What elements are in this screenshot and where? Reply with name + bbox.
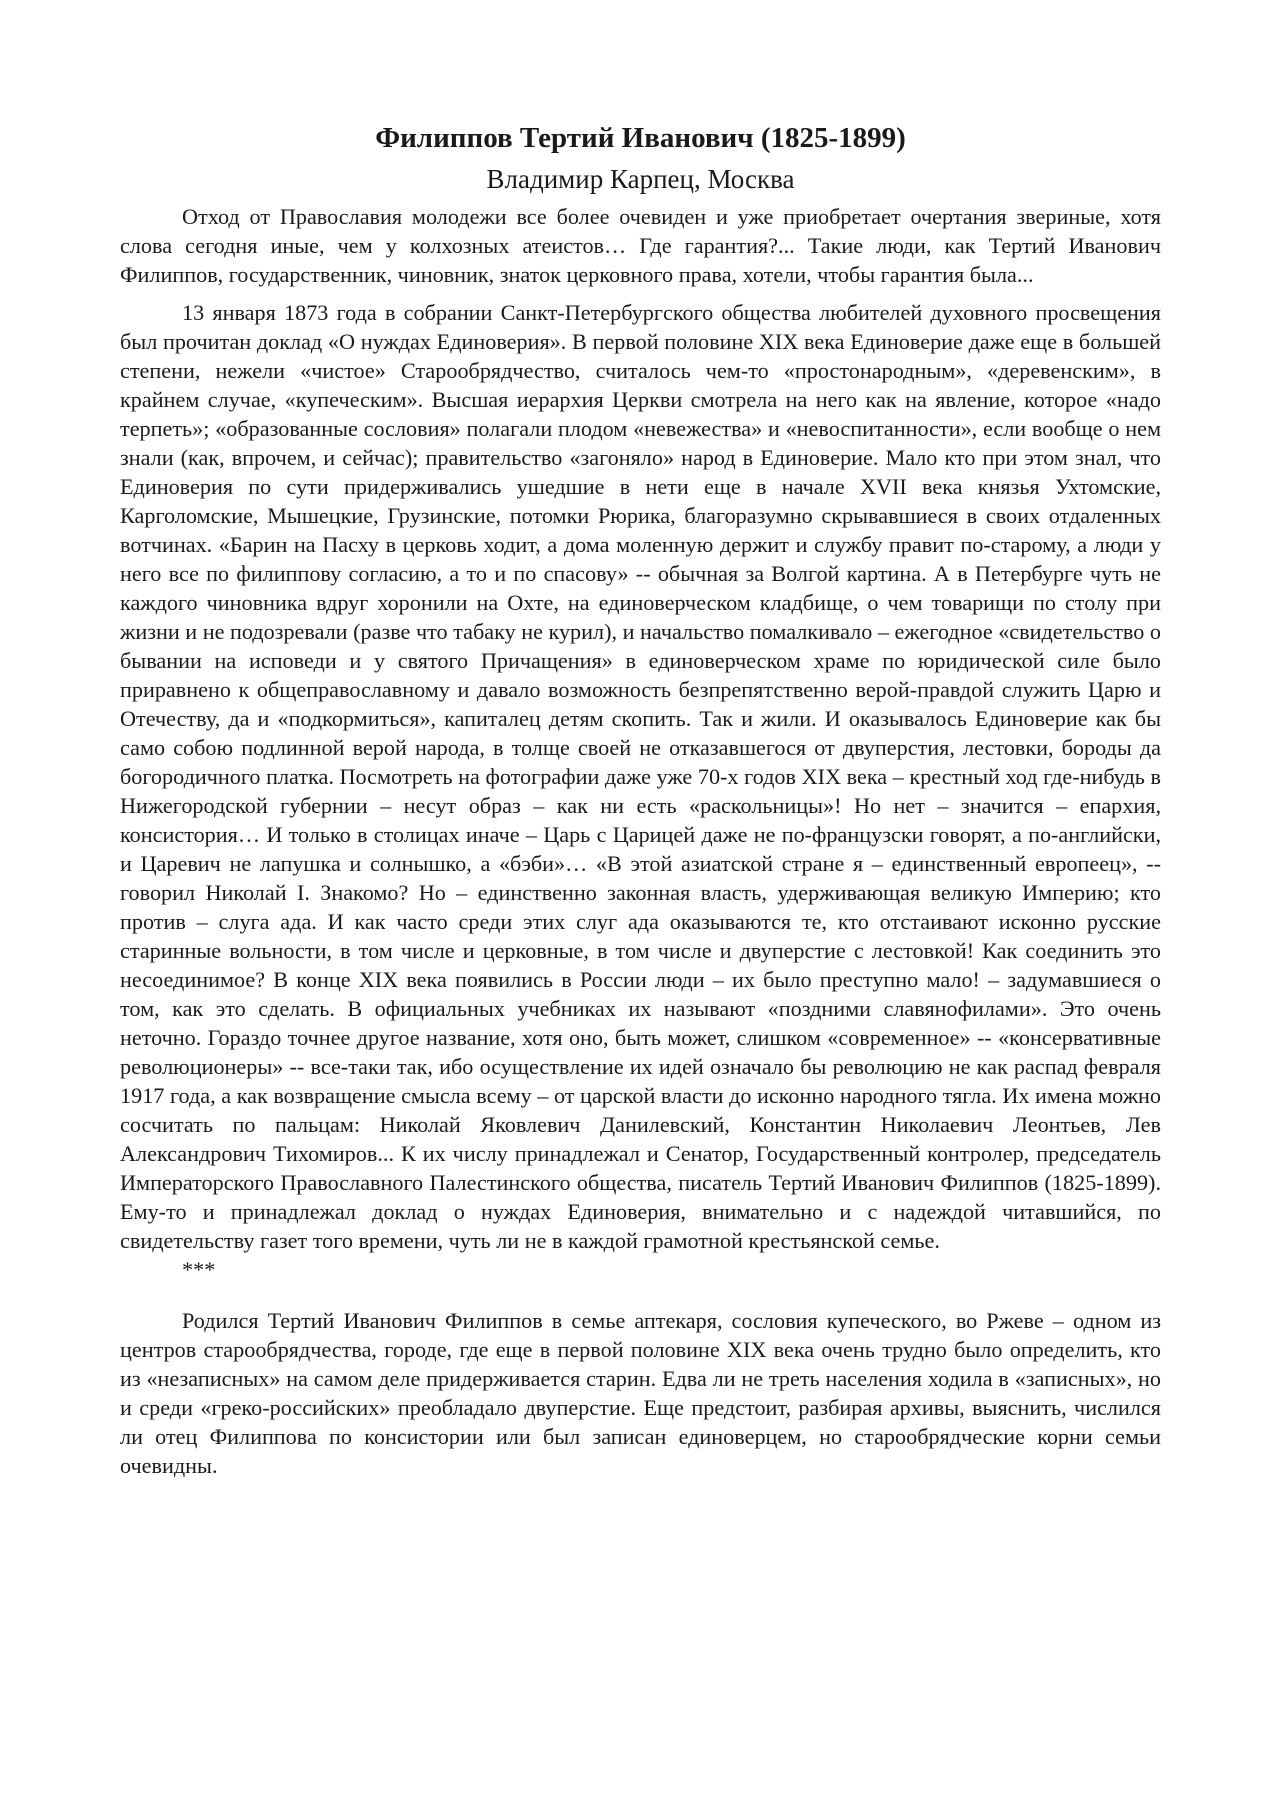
- document-page: [120, 120, 1161, 1480]
- section-separator: ***: [182, 1257, 216, 1282]
- author-line: Владимир Карпец, Москва: [486, 164, 795, 194]
- section-gap: [120, 1284, 1161, 1306]
- paragraph-main: 13 января 1873 года в собрании Санкт-Петербургского общества любителей духовного просвещения был прочитан доклад «О нуждах Единоверия». В первой половине XIX века Единоверие даже еще в большей степени, нежели «чистое» Старообрядчество, считалось чем-то «простонародным», «деревенским», в крайнем случае, «купеческим». Высшая иерархия Церкви смотрела на него как на явление, которое «надо терпеть»; «образованные сословия» полагали плодом «невежества» и «невоспитанности», если вообще о нем знали (как, впрочем, и сейчас); правительство «загоняло» народ в Единоверие. Мало кто при этом знал, что Единоверия по сути придерживались ушедшие в нети еще в начале XVII века князья Ухтомские, Карголомские, Мышецкие, Грузинские, потомки Рюрика, благоразумно скрывавшиеся в своих отдаленных вотчинах. «Барин на Пасху в церковь ходит, а дома моленную держит и службу правит по-старому, а люди у него все по филиппову согласию, а то и по спасову» -- обычная за Волгой картина. А в Петербурге чуть не каждого чиновника вдруг хоронили на Охте, на единоверческом кладбище, о чем товарищи по столу при жизни и не подозревали (разве что табаку не курил), и начальство помалкивало – ежегодное «свидетельство о бывании на исповеди и у святого Причащения» в единоверческом храме по юридической силе было приравнено к общеправославному и давало возможность безпрепятственно верой-правдой служить Царю и Отечеству, да и «подкормиться», капиталец детям скопить. Так и жили. И оказывалось Единоверие как бы само собою подлинной верой народа, в толще своей не отказавшегося от двуперстия, лестовки, бороды да богородичного платка. Посмотреть на фотографии даже уже 70-х годов XIX века – крестный ход где-нибудь в Нижегородской губернии – несут образ – как ни есть «раскольницы»! Но нет – значится – епархия, консистория… И только в столицах иначе – Царь с Царицей даже не по-французски говорят, а по-английски, и Царевич не лапушка и солнышко, а «бэби»… «В этой азиатской стране я – единственный европеец», -- говорил Николай I. Знакомо? Но – единственно законная власть, удерживающая великую Империю; кто против – слуга ада. И как часто среди этих слуг ада оказываются те, кто отстаивают исконно русские старинные вольности, в том числе и церковные, в том числе и двуперстие с лестовкой! Как соединить это несоединимое? В конце XIX века появились в России люди – их было преступно мало! – задумавшиеся о том, как это сделать. В официальных учебниках их называют «поздними славянофилами». Это очень неточно. Гораздо точнее другое название, хотя оно, быть может, слишком «современное» -- «консервативные революционеры» -- все-таки так, ибо осуществление их идей означало бы революцию не как распад февраля 1917 года, а как возвращение смысла всему – от царской власти до исконно народного тягла. Их имена можно сосчитать по пальцам: Николай Яковлевич Данилевский, Константин Николаевич Леонтьев, Лев Александрович Тихомиров... К их числу принадлежал и Сенатор, Государственный контролер, председатель Императорского Православного Палестинского общества, писатель Тертий Иванович Филиппов (1825-1899). Ему-то и принадлежал доклад о нуждах Единоверия, внимательно и с надеждой читавшийся, по свидетельству газет того времени, чуть ли не в каждой грамотной крестьянской семье.: [120, 300, 1161, 1253]
- paragraph-birth: Родился Тертий Иванович Филиппов в семье аптекаря, сословия купеческого, во Ржеве – одном из центров старообрядчества, городе, где еще в первой половине XIX века очень трудно было определить, кто из «незаписных» на самом деле придерживается старин. Едва ли не треть населения ходила в «записных», но и среди «греко-российских» преобладало двуперстие. Еще предстоит, разбирая архивы, выяснить, числился ли отец Филиппова по консистории или был записан единоверцем, но старообрядческие корни семьи очевидны.: [120, 1308, 1161, 1478]
- paragraph-intro: Отход от Православия молодежи все более очевиден и уже приобретает очертания звериные, хотя слова сегодня иные, чем у колхозных атеистов… Где гарантия?... Такие люди, как Тертий Иванович Филиппов, государственник, чиновник, знаток церковного права, хотели, чтобы гарантия была...: [120, 204, 1161, 287]
- document-title: Филиппов Тертий Иванович (1825-1899): [375, 122, 906, 154]
